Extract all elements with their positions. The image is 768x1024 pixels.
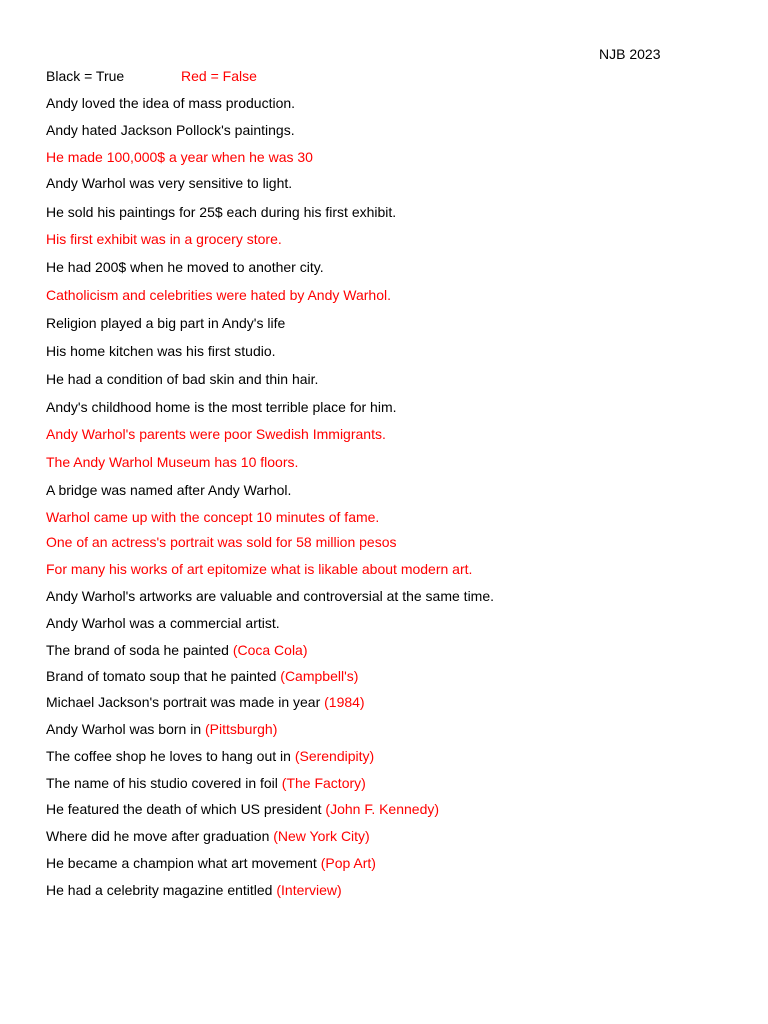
legend-true-label: Black = True xyxy=(46,68,125,84)
statement-line: He sold his paintings for 25$ each during his first exhibit. xyxy=(46,204,397,220)
statement-line: Andy Warhol's artworks are valuable and controversial at the same time. xyxy=(46,588,495,604)
statement-line: One of an actress's portrait was sold for 58 million pesos xyxy=(46,534,397,550)
fill-in-question: Andy Warhol was born in xyxy=(46,721,205,737)
fill-in-answer: (Coca Cola) xyxy=(232,642,308,658)
fill-in-question: The name of his studio covered in foil xyxy=(46,775,282,791)
statement-line: A bridge was named after Andy Warhol. xyxy=(46,482,292,498)
fill-in-answer: (The Factory) xyxy=(281,775,366,791)
fill-in-question: Where did he move after graduation xyxy=(46,828,274,844)
fill-in-answer: (Campbell's) xyxy=(280,668,359,684)
statement-line: Andy's childhood home is the most terrible place for him. xyxy=(46,399,397,415)
fill-in-line xyxy=(46,747,374,765)
fill-in-question: He became a champion what art movement xyxy=(46,855,321,871)
statement-line: Andy Warhol's parents were poor Swedish Immigrants. xyxy=(46,426,386,442)
legend-false-label: Red = False xyxy=(181,68,257,84)
fill-in-line xyxy=(46,693,365,711)
fill-in-answer: (Interview) xyxy=(276,882,342,898)
statement-line: His first exhibit was in a grocery store. xyxy=(46,231,282,247)
fill-in-answer: (John F. Kennedy) xyxy=(325,801,440,817)
fill-in-question: He had a celebrity magazine entitled xyxy=(46,882,277,898)
fill-in-line xyxy=(46,800,439,818)
statement-line: For many his works of art epitomize what is likable about modern art. xyxy=(46,561,473,577)
statement-line: He made 100,000$ a year when he was 30 xyxy=(46,149,313,165)
fill-in-line xyxy=(46,720,277,738)
statement-line: The Andy Warhol Museum has 10 floors. xyxy=(46,454,299,470)
fill-in-question: The brand of soda he painted xyxy=(46,642,233,658)
statement-line: His home kitchen was his first studio. xyxy=(46,343,276,359)
statement-line: He had a condition of bad skin and thin hair. xyxy=(46,371,319,387)
fill-in-line xyxy=(46,667,358,685)
fill-in-answer: (Pop Art) xyxy=(320,855,376,871)
fill-in-answer: (Serendipity) xyxy=(294,748,375,764)
fill-in-line xyxy=(46,641,308,659)
fill-in-answer: (New York City) xyxy=(273,828,370,844)
fill-in-line xyxy=(46,854,376,872)
statement-line: Andy Warhol was a commercial artist. xyxy=(46,615,280,631)
fill-in-answer: (1984) xyxy=(324,694,365,710)
statement-line: Catholicism and celebrities were hated by Andy Warhol. xyxy=(46,287,391,303)
fill-in-question: The coffee shop he loves to hang out in xyxy=(46,748,295,764)
statement-line: Andy loved the idea of mass production. xyxy=(46,95,296,111)
fill-in-line xyxy=(46,827,370,845)
fill-in-question: He featured the death of which US president xyxy=(46,801,326,817)
fill-in-question: Brand of tomato soup that he painted xyxy=(46,668,281,684)
fill-in-line xyxy=(46,774,366,792)
statement-line: Andy hated Jackson Pollock's paintings. xyxy=(46,122,295,138)
fill-in-question: Michael Jackson's portrait was made in year xyxy=(46,694,325,710)
fill-in-answer: (Pittsburgh) xyxy=(205,721,278,737)
fill-in-line xyxy=(46,881,342,899)
statement-line: Warhol came up with the concept 10 minutes of fame. xyxy=(46,509,380,525)
statement-line: Religion played a big part in Andy's life xyxy=(46,315,286,331)
author-year-label: NJB 2023 xyxy=(599,46,661,62)
statement-line: Andy Warhol was very sensitive to light. xyxy=(46,175,293,191)
statement-line: He had 200$ when he moved to another city. xyxy=(46,259,324,275)
